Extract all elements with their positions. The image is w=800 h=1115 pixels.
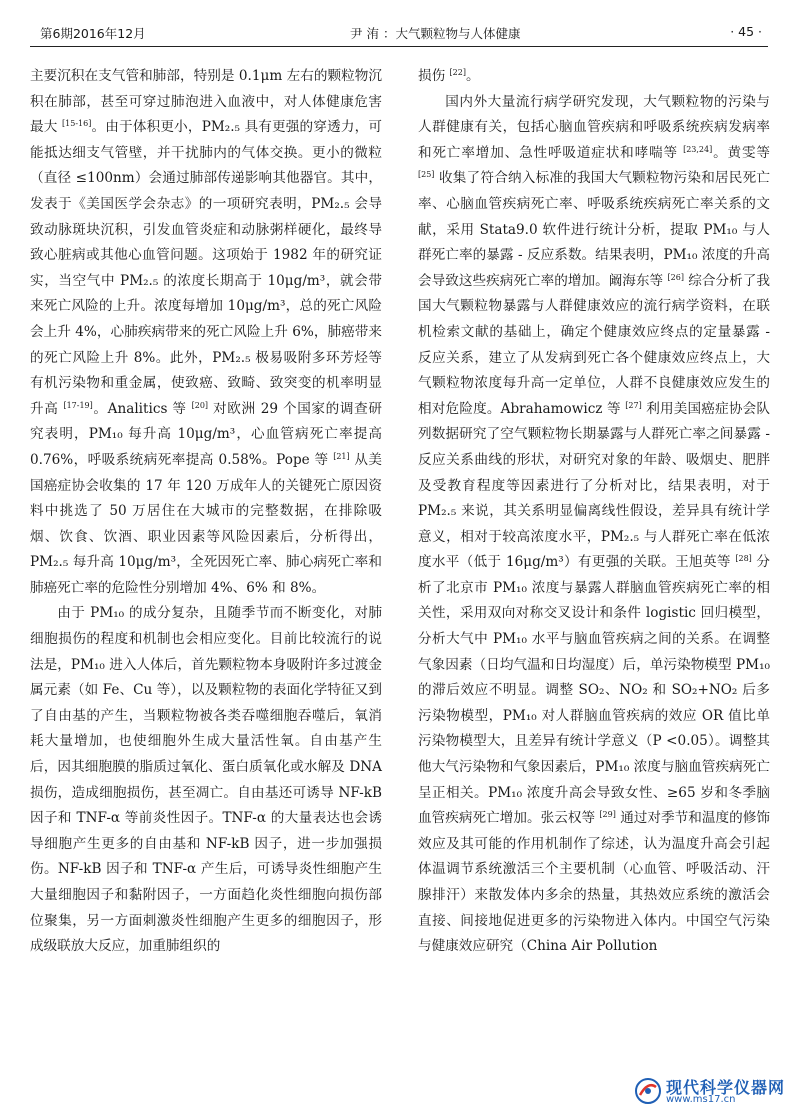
page-number: · 45 · — [730, 24, 762, 39]
citation-ref: [25] — [418, 170, 435, 180]
citation-ref: [17-19] — [63, 400, 93, 410]
citation-ref: [28] — [735, 554, 752, 564]
watermark-url: www.ms17.cn — [666, 1094, 736, 1105]
running-header — [30, 20, 768, 47]
citation-ref: [26] — [667, 272, 684, 282]
issue-date: 第6期2016年12月 — [40, 26, 146, 41]
citation-ref: [22] — [449, 68, 466, 77]
paragraph: 由于 PM₁₀ 的成分复杂，且随季节而不断变化，对肺细胞损伤的程度和机制也会相应变化。目前比较流行的说法是，PM₁₀ 进入人体后，首先颗粒物本身吸附许多过渡金属元素（如 Fe、Cu 等），以及颗粒物的表面化学特征又到了自由基的产生，当颗粒物被各类吞噬细胞吞噬后，氧消耗大量增加，也使细胞外生成大量活性氧。自由基产生后，因其细胞膜的脂质过氧化、蛋白质氧化或水解及 DNA 损伤，造成细胞损伤，甚至凋亡。自由基还可诱导 NF-kB 因子和 TNF-α 等前炎性因子。TNF-α 的大量表达也会诱导细胞产生更多的自由基和 NF-kB 因子，进一步加强损伤。NF-kB 因子和 TNF-α 产生后，可诱导炎性细胞产生大量细胞因子和黏附因子，一方面趋化炎性细胞向损伤部位聚集，另一方面刺激炎性细胞产生更多的细胞因子，形成级联放大反应，加重肺组织的 — [30, 605, 382, 955]
site-watermark — [634, 1075, 794, 1109]
citation-ref: [20] — [191, 400, 209, 410]
watermark-logo-icon — [634, 1077, 662, 1105]
citation-ref: [29] — [599, 810, 616, 820]
citation-ref: [15-16] — [62, 119, 92, 129]
citation-ref: [23,24] — [683, 144, 713, 154]
right-column — [418, 64, 770, 960]
paragraph: 损伤 [22]。 — [418, 68, 480, 84]
article-title: 尹 洧 ：大气颗粒物与人体健康 — [350, 26, 521, 41]
paragraph: 国内外大量流行病学研究发现，大气颗粒物的污染与人群健康有关，包括心脑血管疾病和呼吸系统疾病发病率和死亡率增加、急性呼吸道症状和哮喘等 [23,24]。黄雯等 [25] 收集了符合纳入标准的我国大气颗粒物污染和居民死亡率、心脑血管疾病死亡率、呼吸系统疾病死亡率关系的文献，采用 Stata9.0 软件进行统计分析，提取 PM₁₀ 与人群死亡率的暴露 - 反应系数。结果表明，PM₁₀ 浓度的升高会导致这些疾病死亡率的增加。阚海东等 [26] 综合分析了我国大气颗粒物暴露与人群健康效应的流行病学资料，在联机检索文献的基础上，确定个健康效应终点的定量暴露 - 反应关系，建立了从发病到死亡各个健康效应终点上，大气颗粒物浓度每升高一定单位，人群不良健康效应发生的相对危险度。Abrahamowicz 等 [27] 利用美国癌症协会队列数据研究了空气颗粒物长期暴露与人群死亡率之间暴露 - 反应关系曲线的形状，对研究对象的年龄、吸烟史、肥胖及受教育程度等因素进行了分析对比，结果表明，对于 PM₂.₅ 来说，其关系明显偏离线性假设，差异具有统计学意义，相对于较高浓度水平，PM₂.₅ 与人群死亡率在低浓度水平（低于 16μg/m³）有更强的关联。王旭英等 [28] 分析了北京市 PM₁₀ 浓度与暴露人群脑血管疾病死亡率的相关性，采用双向对称交叉设计和条件 logistic 回归模型，分析大气中 PM₁₀ 水平与脑血管疾病之间的关系。在调整气象因素（日均气温和日均湿度）后，单污染物模型 PM₁₀ 的滞后效应不明显。调整 SO₂、NO₂ 和 SO₂+NO₂ 后多污染物模型，PM₁₀ 对人群脑血管疾病的效应 OR 值比单污染物模型大，且差异有统计学意义（P <0.05）。调整其他大气污染物和气象因素后，PM₁₀ 浓度与脑血管疾病死亡呈正相关。PM₁₀ 浓度升高会导致女性、≥65 岁和冬季脑血管疾病死亡增加。张云权等 [29] 通过对季节和温度的修饰效应及其可能的作用机制作了综述，认为温度升高会引起体温调节系统激活三个主要机制（心血管、呼吸活动、汗腺排汗）来散发体内多余的热量，其热效应系统的激活会直接、间接地促进更多的污染物进入体内。中国空气污染与健康效应研究（China Air Pollution — [418, 93, 770, 955]
watermark-title: 现代科学仪器网 — [666, 1078, 786, 1097]
citation-ref: [27] — [625, 400, 642, 410]
citation-ref: [21] — [333, 451, 350, 461]
left-column — [30, 64, 382, 960]
paragraph: 主要沉积在支气管和肺部，特别是 0.1μm 左右的颗粒物沉积在肺部，甚至可穿过肺泡进入血液中，对人体健康危害最大 [15-16]。由于体积更小，PM₂.₅ 具有更强的穿透力，可能抵达细支气管壁，并干扰肺内的气体交换。更小的微粒（直径 ≤100nm）会通过肺部传递影响其他器官。其中，发表于《美国医学会杂志》的一项研究表明，PM₂.₅ 会导致动脉斑块沉积，引发血管炎症和动脉粥样硬化，最终导致心脏病或其他心血管问题。这项始于 1982 年的研究证实，当空气中 PM₂.₅ 的浓度长期高于 10μg/m³，就会带来死亡风险的上升。浓度每增加 10μg/m³，总的死亡风险会上升 4%，心肺疾病带来的死亡风险上升 6%，肺癌带来的死亡风险上升 8%。此外，PM₂.₅ 极易吸附多环芳烃等有机污染物和重金属，使致癌、致畸、致突变的机率明显升高 [17-19]。Analitics 等 [20] 对欧洲 29 个国家的调查研究表明，PM₁₀ 每升高 10μg/m³，心血管病死亡率提高 0.76%，呼吸系统病死率提高 0.58%。Pope 等 [21] 从美国癌症协会收集的 17 年 120 万成年人的关键死亡原因资料中挑选了 50 万居住在大城市的完整数据，在排除吸烟、饮食、饮酒、职业因素等风险因素后，分析得出，PM₂.₅ 每升高 10μg/m³，全死因死亡率、肺心病死亡率和肺癌死亡率的危险性分别增加 4%、6% 和 8%。 — [30, 68, 382, 596]
